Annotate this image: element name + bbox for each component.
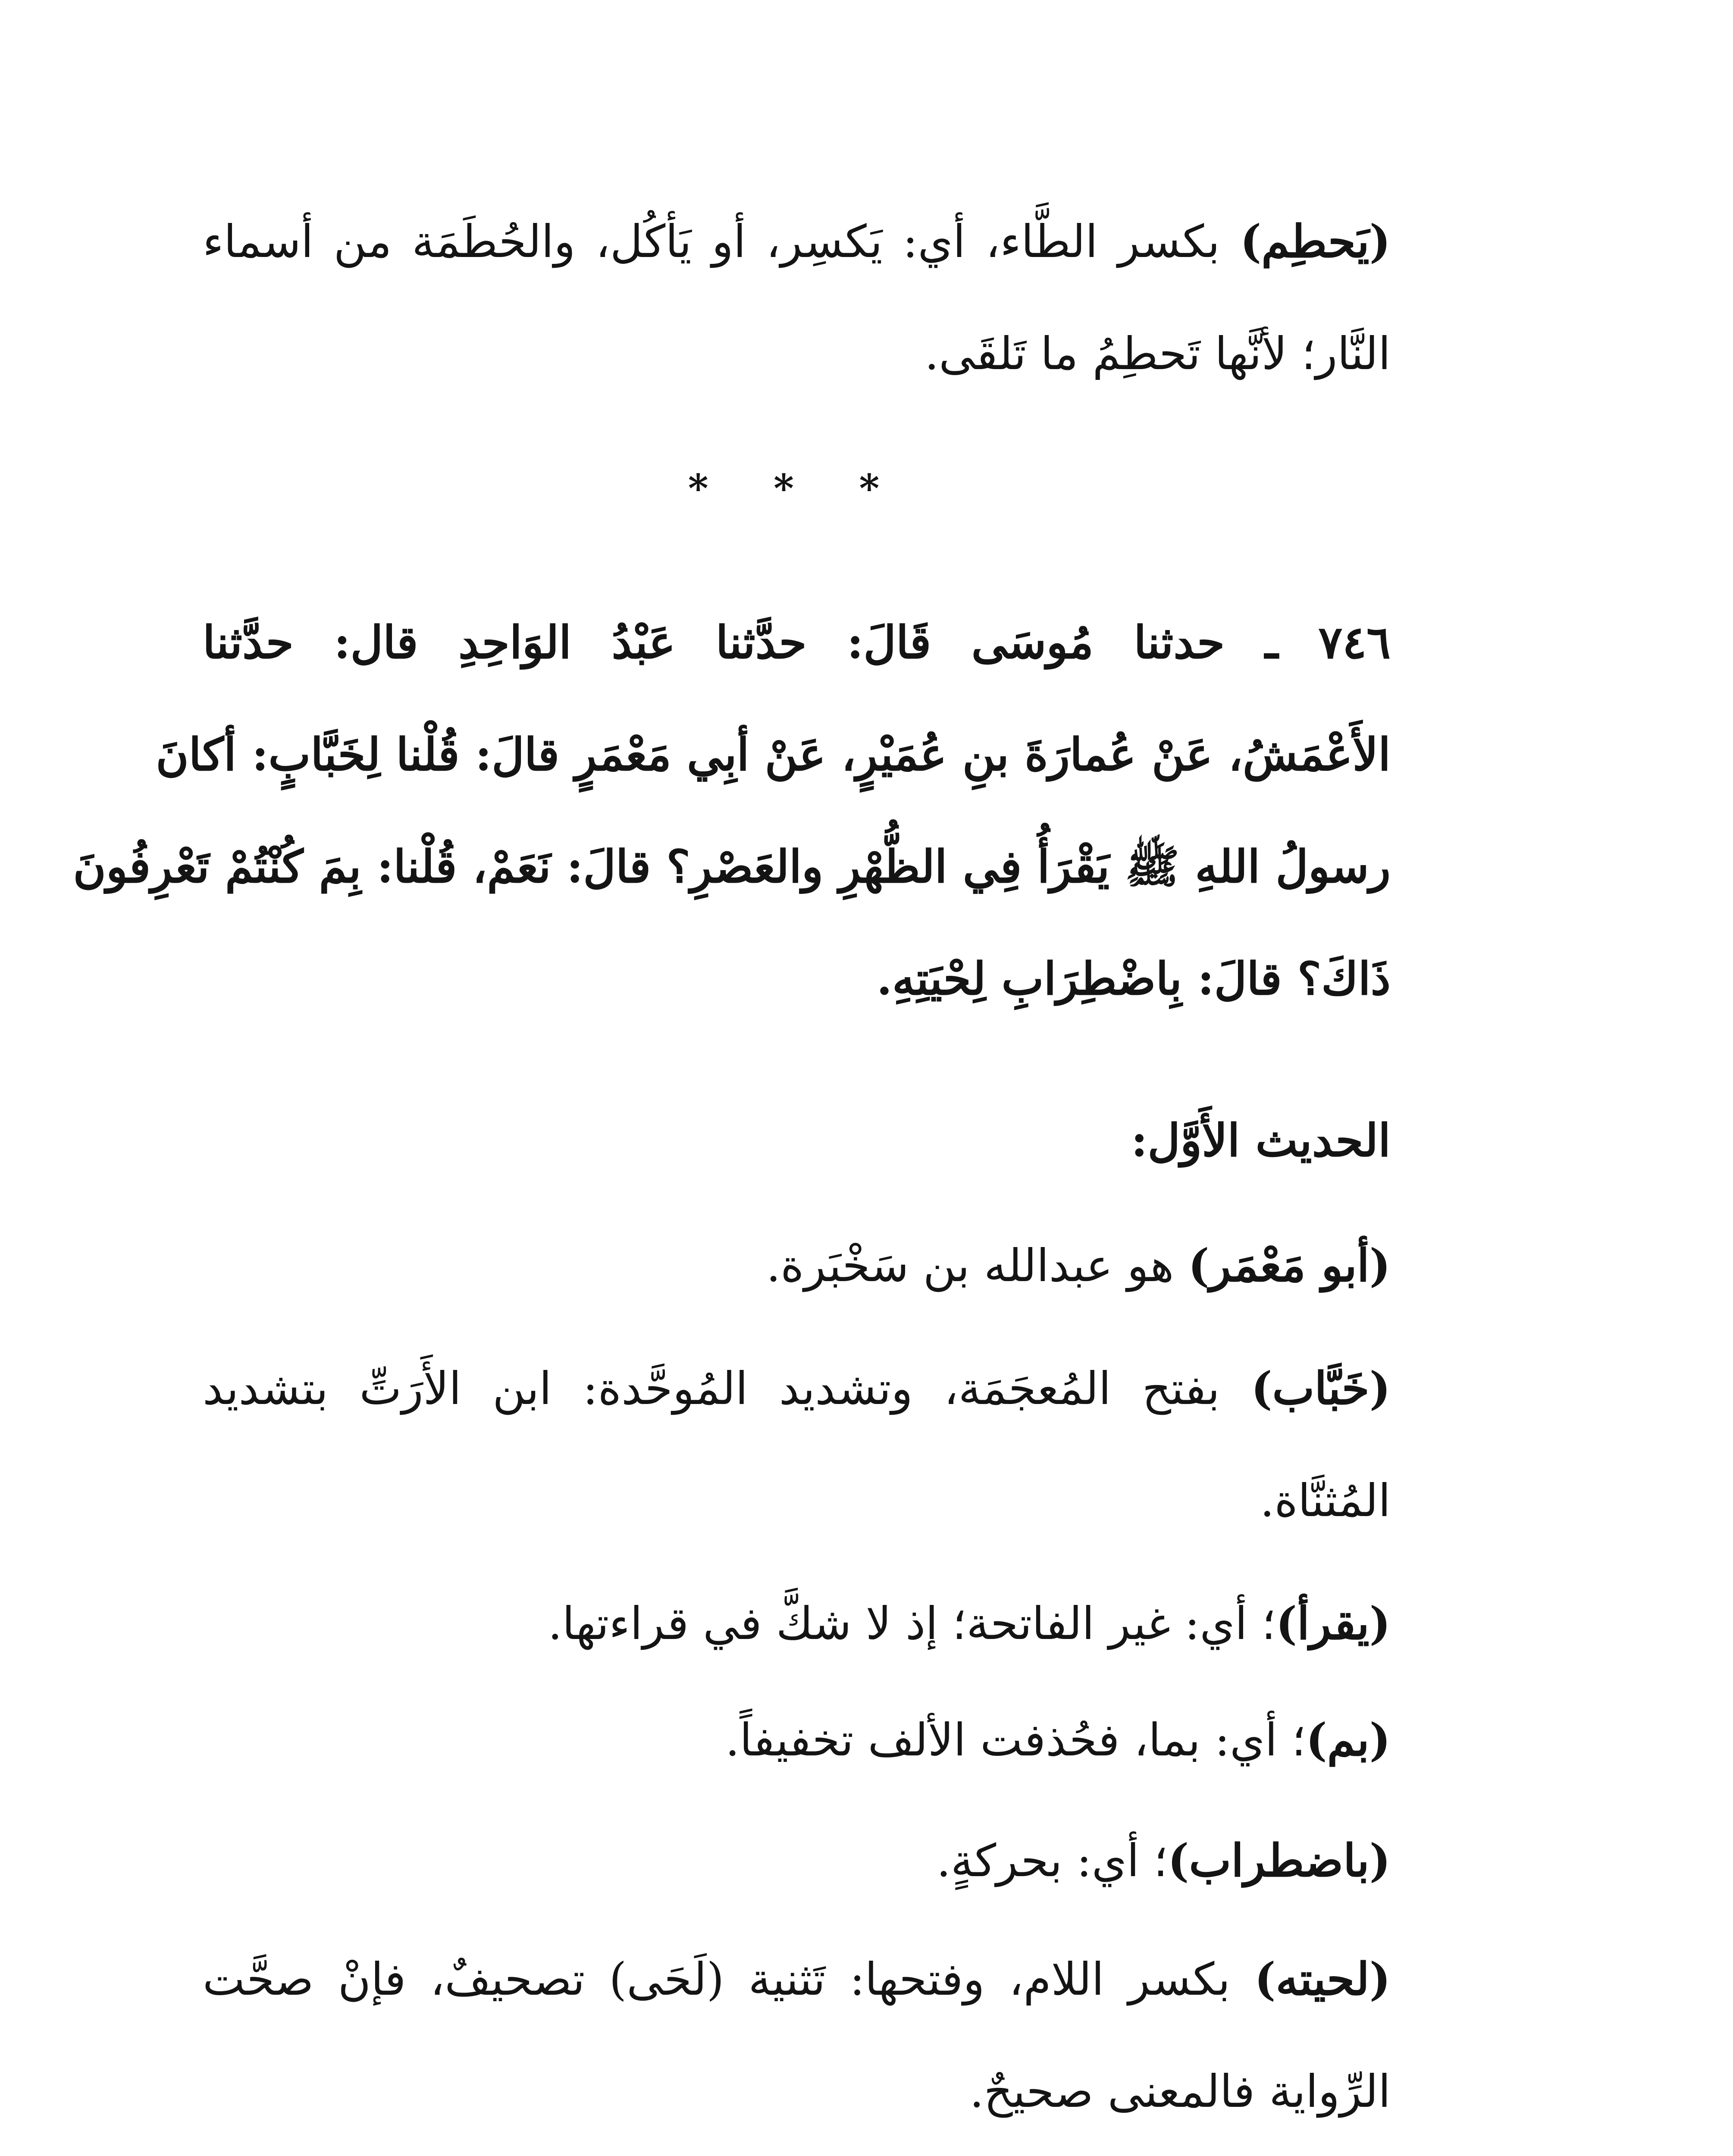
book-page [73,0,1391,2156]
hadith-paragraph [73,586,1391,1035]
note-abu-mamar [203,1212,1391,1319]
note-lihya-text: بكسر اللام، وفتحها: تَثنية (لَحَى) تصحيفٌ، فإنْ صحَّت [203,1953,1255,2006]
hadith-line-2: الأَعْمَشُ، عَنْ عُمارَةَ بنِ عُمَيْرٍ، عَنْ أبِي مَعْمَرٍ قالَ: قُلْنا لِخَبَّابٍ: أكانَ [156,728,1391,781]
hadith-line-1: ٧٤٦ ـ حدثنا مُوسَى قَالَ: حدَّثنا عَبْدُ الوَاحِدِ قال: حدَّثنا [203,616,1391,669]
note-abu-mamar-text: هو عبدالله بن سَخْبَرة. [766,1239,1188,1292]
note-khabbab [203,1332,1391,1557]
intro-line-1-text: بكسر الطَّاء، أي: يَكسِر، أو يَأكُل، والحُطَمَة من أسماء [203,215,1240,268]
note-lihya [203,1923,1391,2147]
note-bima [203,1686,1391,1794]
note-lihya-line-2: الرِّواية فالمعنى صحيحٌ. [969,2065,1391,2118]
intro-paragraph [203,185,1391,410]
note-bima-text: ؛ أي: بما، فحُذفت الألف تخفيفاً. [725,1714,1306,1766]
note-khabbab-line-2: المُثنَّاة. [1260,1474,1391,1527]
note-yaqra-text: ؛ أي: غير الفاتحة؛ إذ لا شكَّ في قراءتها. [548,1597,1276,1650]
note-idtirab-text: ؛ أي: بحركةٍ. [936,1834,1168,1887]
term-khabbab: (خَبَّاب) [1251,1362,1391,1415]
hadith-line-4: ذَاكَ؟ قالَ: بِاضْطِرَابِ لِحْيَتِهِ. [876,952,1391,1005]
hadith-line-3: رسولُ اللهِ ﷺ يَقْرَأُ فِي الظُّهْرِ والعَصْرِ؟ قالَ: نَعَمْ، قُلْنا: بِمَ كُنْتُمْ تَعْرِفُونَ [73,840,1391,893]
note-idtirab [203,1807,1391,1915]
term-abu-mamar: (أبو مَعْمَر) [1188,1239,1391,1292]
term-yahtim: (يَحطِم) [1240,215,1391,268]
intro-line-2: النَّار؛ لأنَّها تَحطِمُ ما تَلقَى. [924,327,1391,380]
note-khabbab-line-1 [203,1332,1391,1445]
section-heading: الحديث الأَوَّل: [1131,1114,1391,1167]
term-yaqra: (يقرأ) [1275,1597,1391,1650]
term-bima: (بم) [1306,1713,1391,1766]
term-idtirab: (باضطراب) [1168,1834,1391,1887]
separator-top: * * * [688,466,906,511]
term-lihya: (لحيته) [1254,1952,1391,2006]
note-lihya-line-1 [203,1923,1391,2035]
intro-line-1 [203,185,1391,298]
note-yaqra [203,1570,1391,1677]
note-khabbab-text: بفتح المُعجَمَة، وتشديد المُوحَّدة: ابن الأَرَتِّ بتشديد [203,1362,1251,1415]
